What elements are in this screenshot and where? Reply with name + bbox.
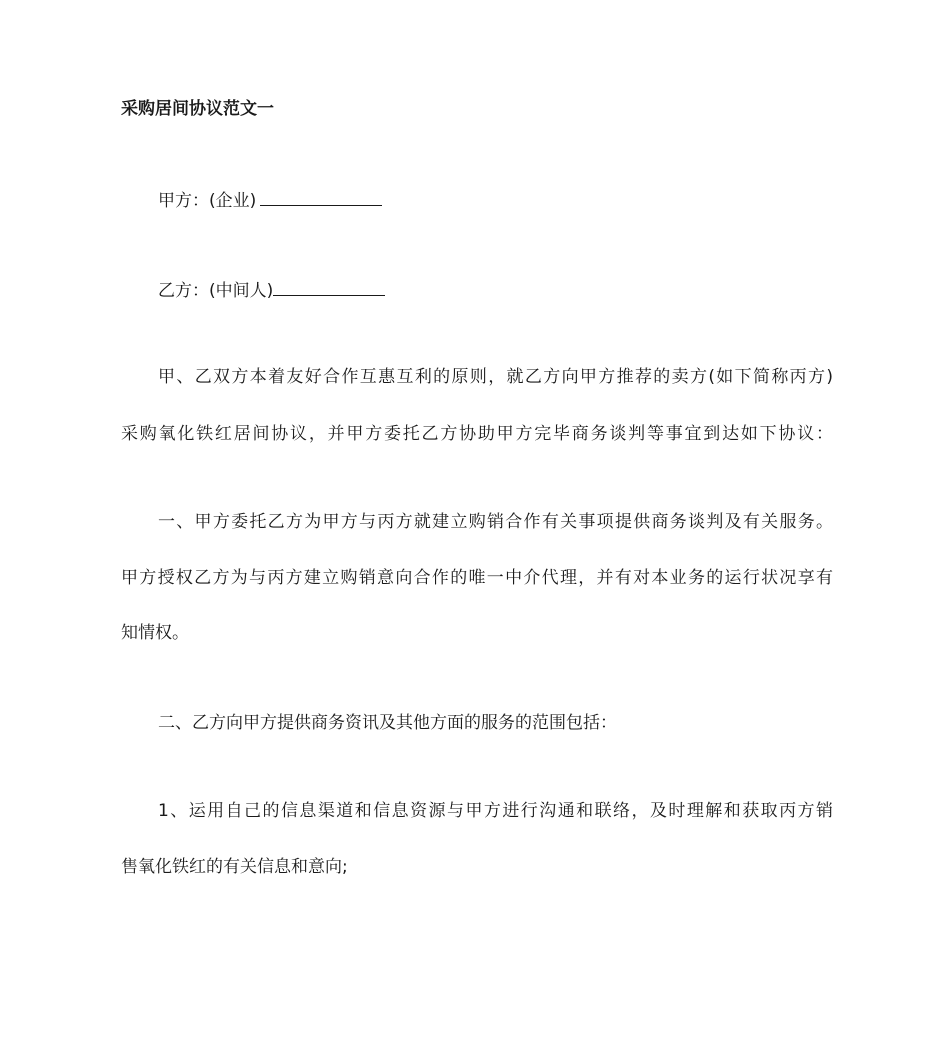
intro-line-2: 采购氧化铁红居间协议，并甲方委托乙方协助甲方完毕商务谈判等事宜到达如下协议：: [121, 424, 833, 444]
intro-line-1: 甲、乙双方本着友好合作互惠互利的原则，就乙方向甲方推荐的卖方(如下简称丙方): [158, 367, 833, 387]
party-a-blank: [260, 187, 382, 206]
party-a-label: 甲方：(企业): [158, 191, 257, 211]
party-b-label: 乙方：(中间人): [158, 281, 274, 301]
clause-1-line-3: 知情权。: [121, 623, 189, 643]
clause-1-line-1: 一、甲方委托乙方为甲方与丙方就建立购销合作有关事项提供商务谈判及有关服务。: [158, 512, 833, 532]
clause-1-line-2: 甲方授权乙方为与丙方建立购销意向合作的唯一中介代理，并有对本业务的运行状况享有: [121, 568, 833, 588]
party-b-line: [158, 277, 833, 303]
document-title: 采购居间协议范文一: [121, 99, 274, 119]
item-1-line-2: 售氧化铁红的有关信息和意向;: [121, 857, 348, 877]
clause-2-line-1: 二、乙方向甲方提供商务资讯及其他方面的服务的范围包括：: [158, 713, 617, 733]
item-1-line-1: 1、运用自己的信息渠道和信息资源与甲方进行沟通和联络，及时理解和获取丙方销: [158, 801, 833, 821]
party-a-line: [158, 187, 833, 213]
party-b-blank: [273, 277, 385, 296]
